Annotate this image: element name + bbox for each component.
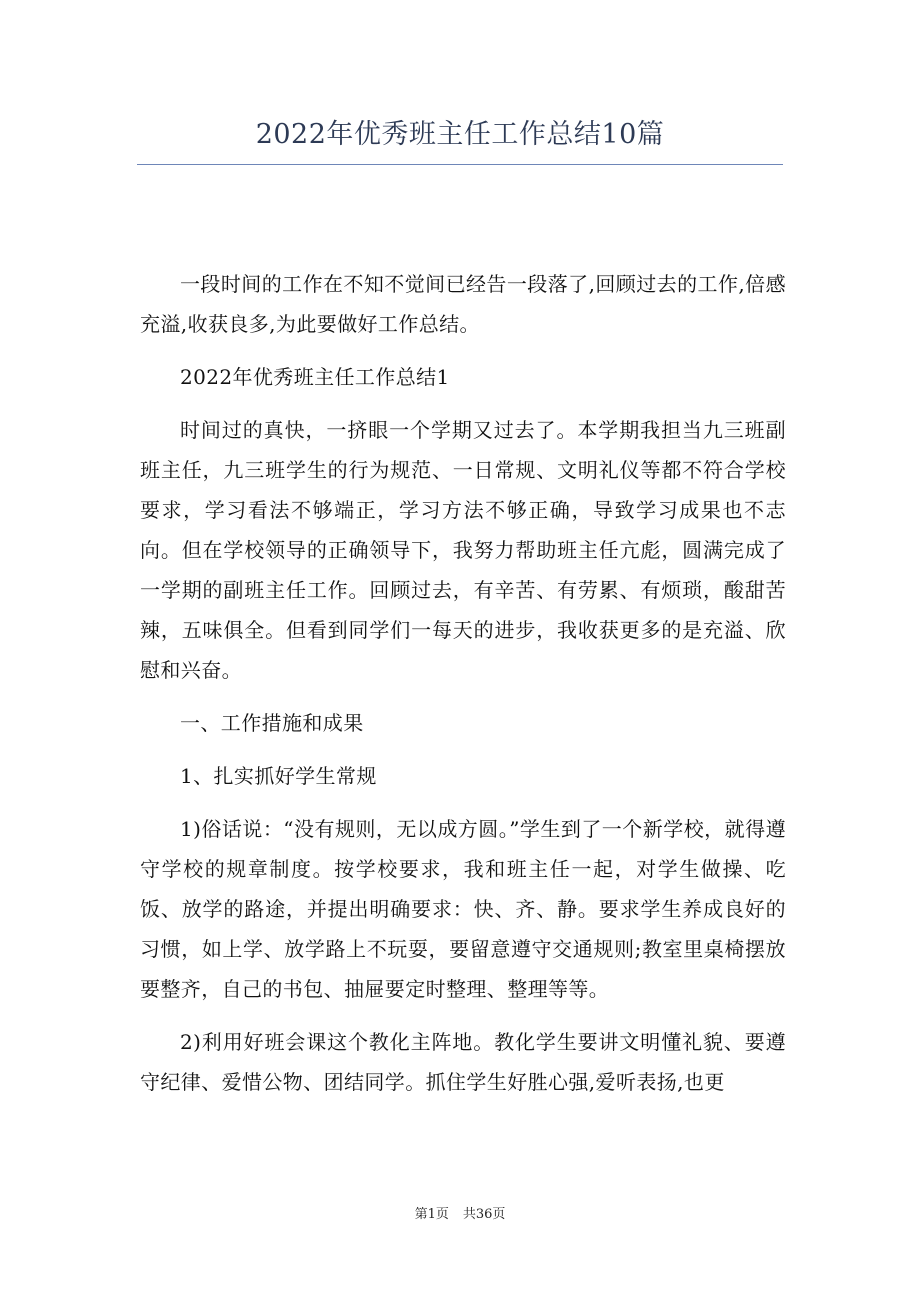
page-number: 第1页: [414, 1207, 449, 1222]
intro-paragraph: 一段时间的工作在不知不觉间已经告一段落了,回顾过去的工作,倍感充溢,收获良多,为此要做好工作总结。: [140, 272, 786, 336]
body-paragraph: 2)利用好班会课这个教化主阵地。教化学生要讲文明懂礼貌、要遵守纪律、爱惜公物、团结同学。抓住学生好胜心强,爱听表扬,也更: [140, 1030, 786, 1094]
subheading: 一、工作措施和成果: [180, 711, 364, 735]
page-footer: [0, 1205, 920, 1225]
document-title: 2022年优秀班主任工作总结10篇: [255, 119, 665, 150]
page-total: 共36页: [462, 1207, 506, 1222]
document-body: [140, 264, 786, 1102]
body-paragraph: 1)俗话说：“没有规则，无以成方圆。”学生到了一个新学校，就得遵守学校的规章制度。按学校要求，我和班主任一起，对学生做操、吃饭、放学的路途，并提出明确要求：快、齐、静。要求学生养成良好的习惯，如上学、放学路上不玩耍，要留意遵守交通规则;教室里桌椅摆放要整齐，自己的书包、抽屉要定时整理、整理等等。: [140, 817, 786, 1001]
subheading: 1、扎实抓好学生常规: [180, 764, 377, 788]
section-heading: 2022年优秀班主任工作总结1: [180, 365, 450, 389]
body-paragraph: 时间过的真快，一挤眼一个学期又过去了。本学期我担当九三班副班主任，九三班学生的行为规范、一日常规、文明礼仪等都不符合学校要求，学习看法不够端正，学习方法不够正确，导致学习成果也不志向。但在学校领导的正确领导下，我努力帮助班主任亢彪，圆满完成了一学期的副班主任工作。回顾过去，有辛苦、有劳累、有烦琐，酸甜苦辣，五味俱全。但看到同学们一每天的进步，我收获更多的是充溢、欣慰和兴奋。: [140, 418, 786, 682]
title-underline: [137, 164, 783, 165]
